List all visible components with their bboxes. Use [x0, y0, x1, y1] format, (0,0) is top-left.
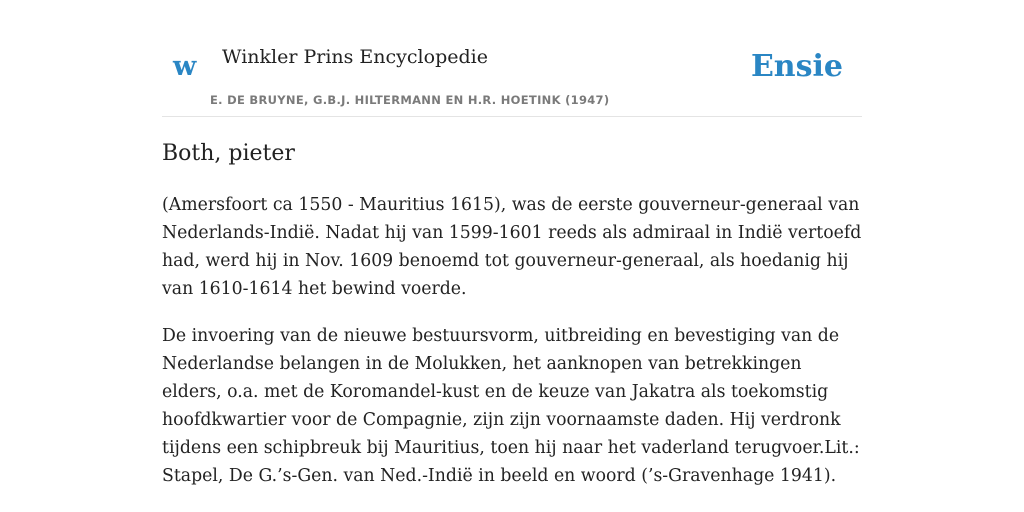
site-header	[162, 0, 862, 117]
article	[162, 138, 864, 490]
site-title[interactable]: Winkler Prins Encyclopedie	[222, 46, 488, 68]
article-paragraph: De invoering van de nieuwe bestuursvorm, uitbreiding en bevestiging van de Nederlandse belangen in de Molukken, het aanknopen van betrekkingen elders, o.a. met de Koromandel-kust en de keuze van Jakatra als toekomstig hoofdkwartier voor de Compagnie, zijn zijn voornaamste daden. Hij verdronk tijdens een schipbreuk bij Mauritius, toen hij naar het vaderland terugvoer.Lit.: Stapel, De G.’s-Gen. van Ned.-Indië in beeld en woord (’s-Gravenhage 1941).	[162, 326, 860, 486]
article-title: Both, pieter	[162, 141, 295, 166]
winkler-prins-logo[interactable]: w	[173, 51, 197, 82]
article-paragraph: (Amersfoort ca 1550 - Mauritius 1615), was de eerste gouverneur-generaal van Nederlands-Indië. Nadat hij van 1599-1601 reeds als admiraal in Indië vertoefd had, werd hij in Nov. 1609 benoemd tot gouverneur-generaal, als hoedanig hij van 1610-1614 het bewind voerde.	[162, 195, 862, 299]
authors-credit: E. DE BRUYNE, G.B.J. HILTERMANN EN H.R. HOETINK (1947)	[210, 93, 610, 107]
ensie-brand-logo[interactable]: Ensie	[750, 49, 843, 84]
